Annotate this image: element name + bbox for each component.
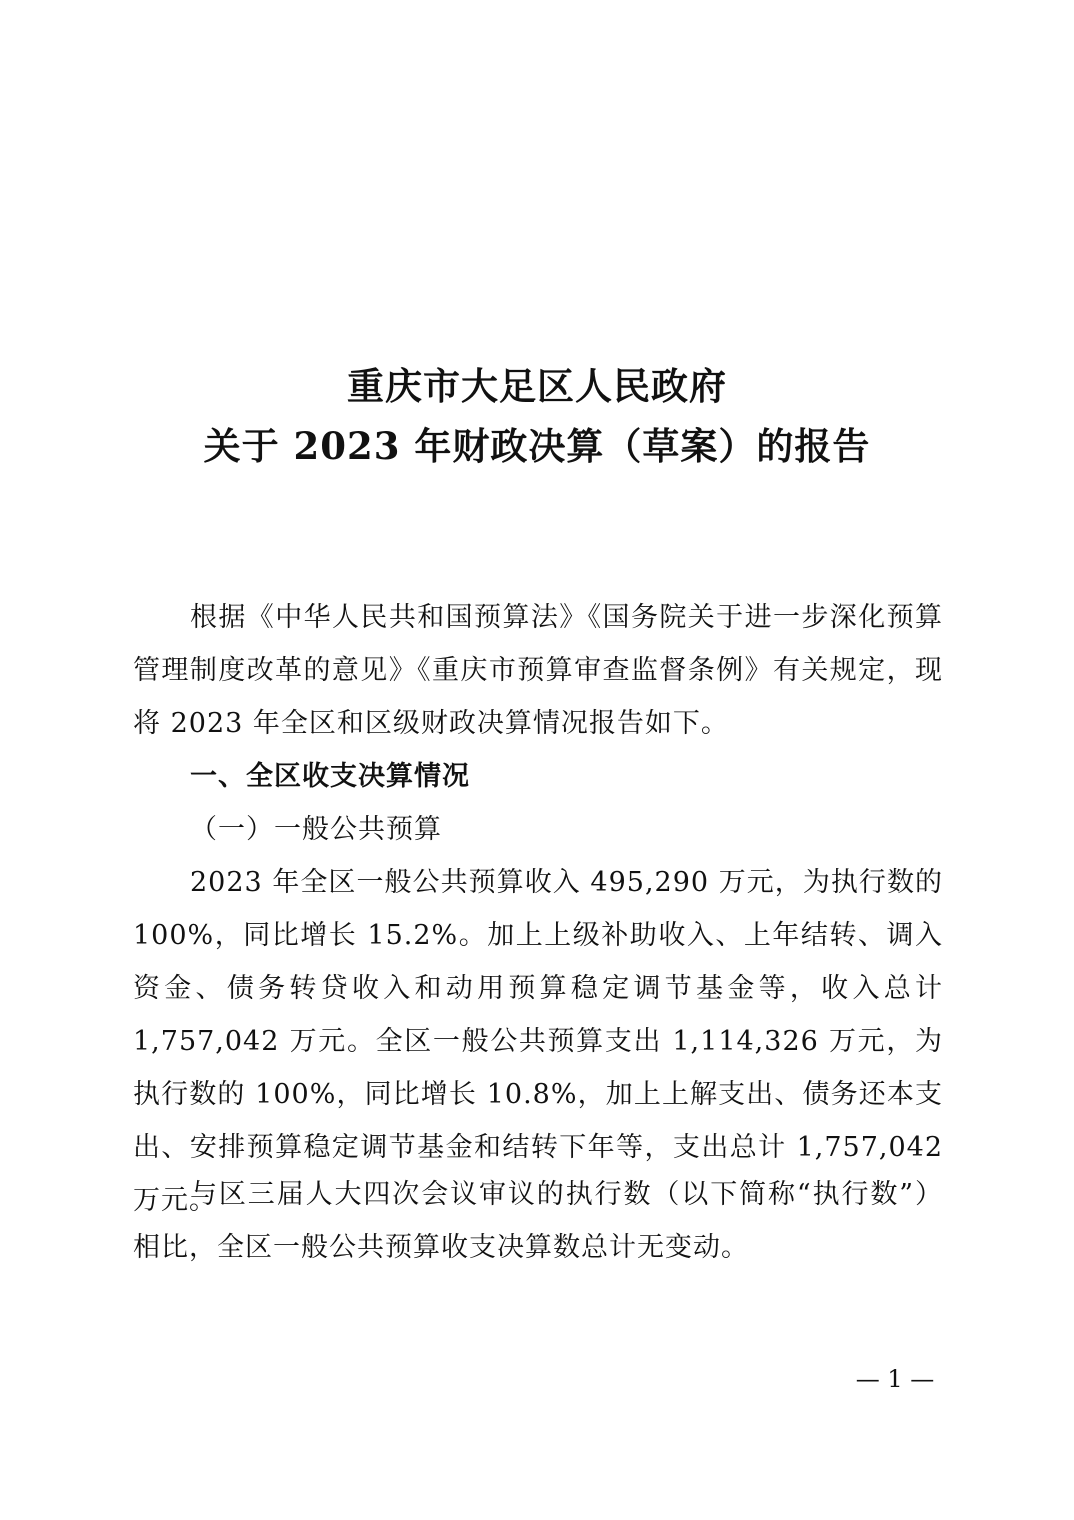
page-number: — 1 — <box>855 1365 935 1393</box>
budget-paragraph: 2023 年全区一般公共预算收入 495,290 万元，为执行数的 100%，同比增长 15.2%。加上上级补助收入、上年结转、调入资金、债务转贷收入和动用预算稳定调节基金等，收入总计 1,757,042 万元。全区一般公共预算支出 1,114,326 万元，为执行数的 100%，同比增长 10.8%，加上上解支出、债务还本支出、安排预算稳定调节基金和结转下年等，支出总计 1,757,042 万元。 <box>133 867 943 1216</box>
section-heading: 一、全区收支决算情况 <box>190 761 470 792</box>
report-title-line-1: 重庆市大足区人民政府 <box>347 364 727 408</box>
comparison-paragraph: 与区三届人大四次会议审议的执行数（以下简称“执行数”）相比，全区一般公共预算收支决算数总计无变动。 <box>133 1179 943 1263</box>
intro-paragraph: 根据《中华人民共和国预算法》《国务院关于进一步深化预算管理制度改革的意见》《重庆市预算审查监督条例》有关规定，现将 2023 年全区和区级财政决算情况报告如下。 <box>133 602 943 739</box>
report-title-line-2: 关于 2023 年财政决算（草案）的报告 <box>203 424 871 468</box>
subsection-heading: （一）一般公共预算 <box>190 814 442 845</box>
